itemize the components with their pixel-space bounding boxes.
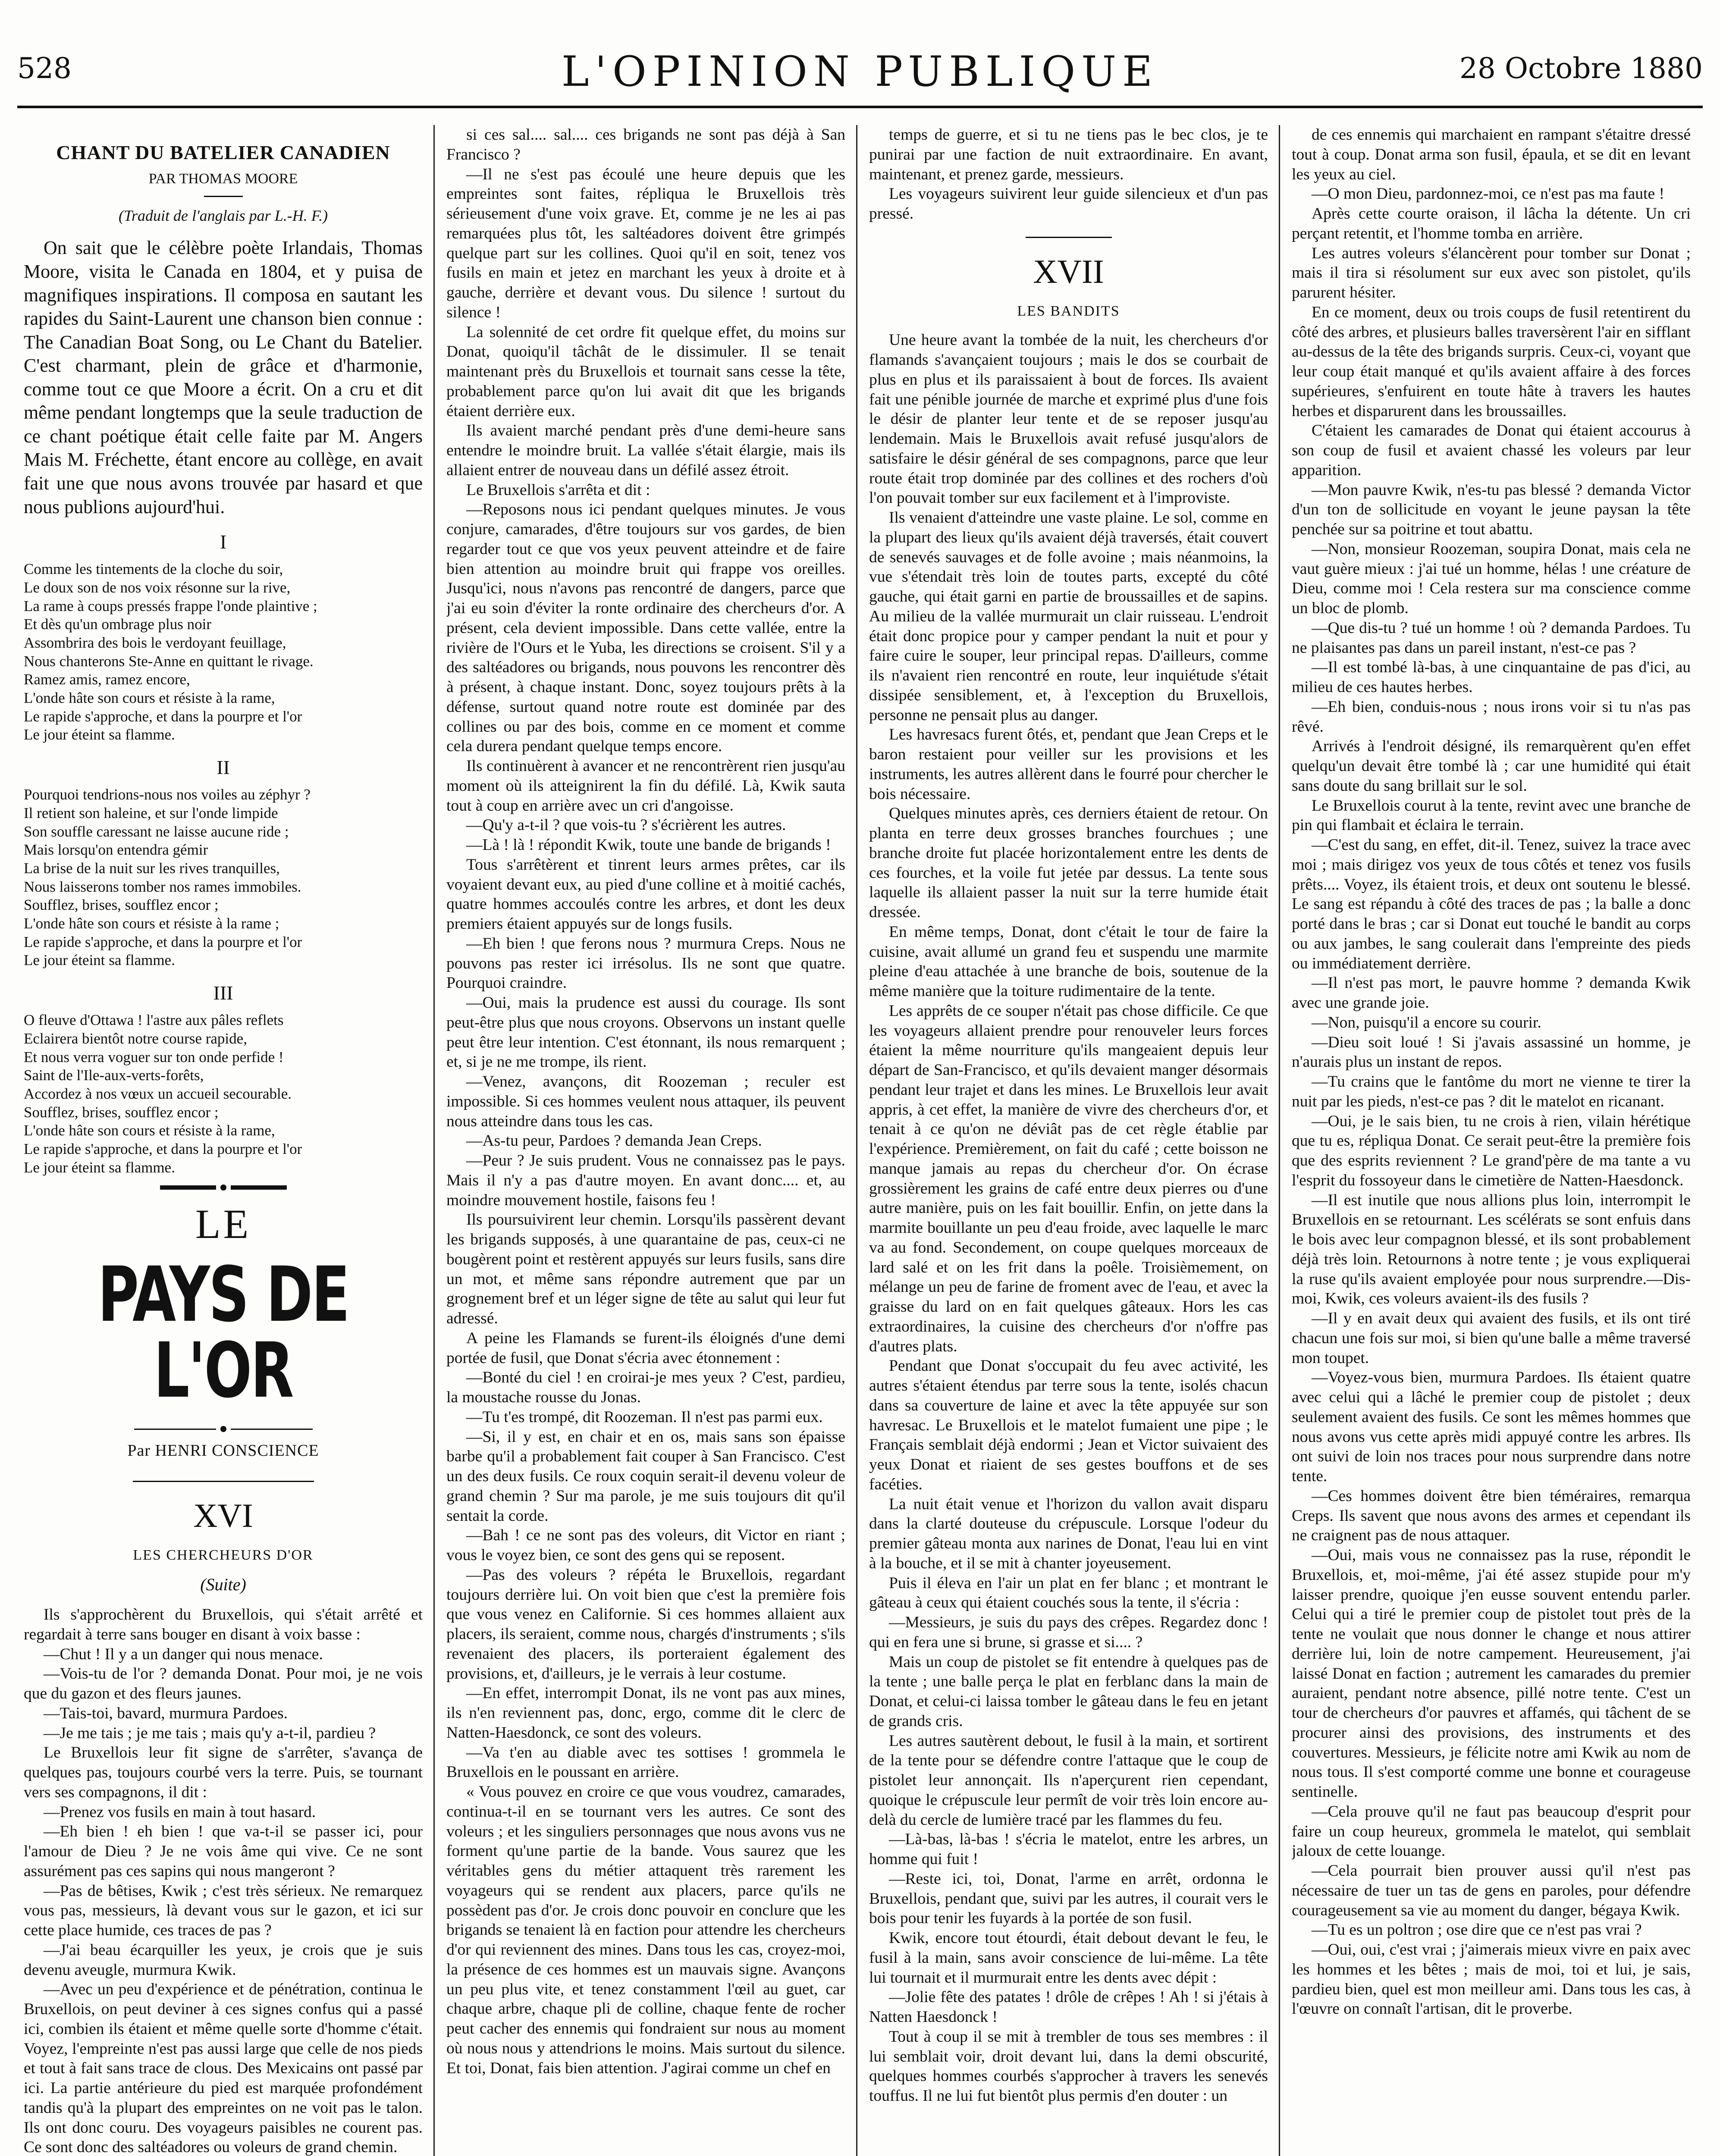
paragraph: —Tu es un poltron ; ose dire que ce n'est pas vrai ? (1312, 1921, 1642, 1939)
paragraph: —Là-bas, là-bas ! s'écria le matelot, entre les arbres, un homme qui fuit ! (869, 1830, 1268, 1868)
paragraph: —Vois-tu de l'or ? demanda Donat. Pour moi, je ne vois que du gazon et des fleurs jaunes. (24, 1665, 423, 1703)
paragraph: Les autres voleurs s'élancèrent pour tomber sur Donat ; mais il tira si résolument sur eux avec son pistolet, qu'ils parurent hésiter. (1292, 244, 1691, 301)
section-rule (1026, 237, 1112, 238)
paragraph: —Oui, mais vous ne connaissez pas la ruse, répondit le Bruxellois, et, moi-même, j'ai été assez stupide pour m'y laisser prendre, quoique j'en eusse souvent entendu parler. Celui qui a tiré le premier coup de pistolet tout près de la tente ne voulait que nous donner le change et nous attirer derrière lui, loin de notre campement. Heureusement, j'ai laissé Donat en faction ; autrement les camarades du premier auraient, pendant notre absence, pillé notre tente. C'est un tour de chercheurs d'or pauvres et affamés, qui tâchent de se procurer ainsi des provisions, des instruments et des couvertures. Messieurs, je félicite notre ami Kwik au nom de nous tous. Il s'est comporté comme une bonne et courageuse sentinelle. (1292, 1546, 1691, 1801)
paragraph: —Pas des voleurs ? répéta le Bruxellois, regardant toujours derrière lui. On voit bien que c'est la première fois que vous venez en Californie. Si ces hommes allaient aux placers, ils seraient, comme nous, chargés d'instruments ; s'ils revenaient des placers, ils porteraient également des provisions, et, d'ailleurs, je le verrais à leur costume. (446, 1566, 845, 1683)
paragraph: Ils poursuivirent leur chemin. Lorsqu'ils passèrent devant les brigands supposés, à une quarantaine de pas, ceux-ci ne bougèrent point et restèrent appuyés sur leurs fusils, sans dire un mot, et même sans répondre autrement que par un grognement bref et un léger signe de tête au salut qui leur fut adressé. (446, 1211, 845, 1327)
paragraph: —Ces hommes doivent être bien téméraires, remarqua Creps. Ils savent que nous avons des armes et cependant ils ne craignent pas de nous attaquer. (1292, 1487, 1691, 1545)
translation-credit: (Traduit de l'anglais par L.-H. F.) (118, 207, 328, 224)
paragraph: —Il est inutile que nous allions plus loin, interrompit le Bruxellois en se retournant. Les scélérats se sont enfuis dans le bois avec leur compagnon blessé, et ils sont probablement déjà très loin. Retournons à notre tente ; je vous expliquerai la ruse qu'ils avaient employée pour nous surprendre.—Dis-moi, Kwik, ces voleurs avaient-ils des fusils ? (1292, 1191, 1691, 1308)
song-author: PAR THOMAS MOORE (148, 171, 298, 187)
chapter-title: LES CHERCHEURS D'OR (133, 1547, 314, 1563)
paragraph: Après cette courte oraison, il lâcha la détente. Un cri perçant retentit, et l'homme tomba en arrière. (1292, 205, 1691, 242)
paragraph: —Je me tais ; je me tais ; mais qu'y a-t-il, pardieu ? (44, 1724, 376, 1742)
paragraph: Les apprêts de ce souper n'était pas chose difficile. Ce que les voyageurs allaient prendre pour renouveler leurs forces étaient la même nourriture qu'ils mangeaient depuis leur départ de San-Francisco, et qu'ils devaient manger désormais pendant leur trajet et dans les mines. Le Bruxellois leur avait appris, à cet effet, la manière de vivre des chercheurs d'or, et tenait à ce qu'on ne déviât pas de cet règle établie par l'expérience. Premièrement, on fait du café ; cette boisson ne manque jamais au repas du chercheur d'or. On écrase grossièrement les grains de café entre deux pierres ou d'une autre manière, puis on les fait bouillir. Enfin, on jette dans la marmite bouillante un peu d'eau froide, avec laquelle le marc va au fond. Secondement, on coupe quelques morceaux de lard salé et on les frit dans la poêle. Troisièmement, on mélange un peu de farine de froment avec de l'eau, et avec la graisse du lard on en fait quelques gâteaux. Hors les cas extraordinaires, la cuisine des chercheurs d'or n'offre pas d'autres plats. (869, 1002, 1268, 1355)
paragraph: —Non, puisqu'il a encore su courir. (1312, 1013, 1541, 1031)
suite-label: (Suite) (200, 1575, 246, 1595)
paragraph: —Non, monsieur Roozeman, soupira Donat, mais cela ne vaut guère mieux : j'ai tué un homme, hélas ! une créature de Dieu, comme moi ! Cela restera sur ma conscience comme un bloc de plomb. (1292, 540, 1691, 617)
paragraph: —Il ne s'est pas écoulé une heure depuis que les empreintes sont faites, répliqua le Bruxellois très sérieusement d'une voix grave. Et, comme je ne les ai pas remarquées plus tôt, les saltéadores doivent être grimpés quelque part sur les collines. Quoi qu'il en soit, tenez vos fusils en main et jetez en marchant les yeux à droite et à gauche, derrière et devant vous. Du silence ! surtout du silence ! (446, 165, 845, 321)
paragraph: Le Bruxellois s'arrêta et dit : (466, 481, 650, 499)
paragraph: —Venez, avançons, dit Roozeman ; reculer est impossible. Si ces hommes veulent nous attaquer, ils peuvent nous atteindre dans tous les cas. (446, 1073, 845, 1130)
paragraph: —Chut ! Il y a un danger qui nous menace. (44, 1645, 323, 1663)
paragraph: Arrivés à l'endroit désigné, ils remarquèrent qu'en effet quelqu'un devait être tombé là ; car une humidité qui était sans doute du sang brillait sur le sol. (1292, 737, 1691, 795)
paragraph: La solennité de cet ordre fit quelque effet, du moins sur Donat, quoiqu'il tâchât de le dissimuler. Il se tenait maintenant près du Bruxellois et tournait sans cesse la tête, probablement parce qu'on lui avait dit que les brigands étaient derrière eux. (446, 323, 845, 420)
paragraph: —Eh bien ! que ferons nous ? murmura Creps. Nous ne pouvons pas rester ici irrésolus. Ils ne sont que quatre. Pourquoi craindre. (446, 934, 845, 992)
page-header (17, 47, 1703, 99)
column-1-text (24, 1605, 423, 2156)
paragraph: « Vous pouvez en croire ce que vous voudrez, camarades, continua-t-il en se tournant vers les autres. Ce sont des voleurs ; et les singuliers personnages que nous avons vus ne forment qu'une partie de la bande. Vous saurez que les véritables gens du métier attaquent très rarement les voyageurs qui se rendent aux placers, parce qu'ils ne possèdent pas d'or. Je crois donc pouvoir en conclure que les brigands se tenaient là en faction pour attendre les chercheurs d'or qui reviennent des mines. Dans tous les cas, croyez-moi, la présence de ces hommes est un mauvais signe. Avançons un peu plus vite, et tenez constamment l'œil au guet, car chaque arbre, chaque pli de colline, chaque fente de rocher peut cacher des ennemis qui fondraient sur nous au moment où nous nous y attendrions le moins. Mais surtout du silence. Et toi, Donat, fais bien attention. J'agirai comme un chef en (446, 1783, 845, 2077)
paragraph: Ils continuèrent à avancer et ne rencontrèrent rien jusqu'au moment où ils atteignirent la fin du défilé. Là, Kwik sauta tout à coup en arrière avec un cri d'angoisse. (446, 757, 845, 815)
paragraph: —Pas de bêtises, Kwik ; c'est très sérieux. Ne remarquez vous pas, messieurs, là devant vous sur le gazon, et ici sur cette place humide, ces traces de pas ? (24, 1882, 423, 1940)
paragraph: Quelques minutes après, ces derniers étaient de retour. On planta en terre deux grosses branches fourchues ; une branche droite fut placée horizontalement entre les dents de ces fourches, et la voile fut jetée par dessus. La tente sous laquelle ils allaient passer la nuit sur la terre humide était dressée. (869, 805, 1268, 921)
paragraph: —Reste ici, toi, Donat, l'arme en arrêt, ordonna le Bruxellois, pendant que, suivi par les autres, il courait vers le bois pour tenir les fuyards à la portée de son fusil. (869, 1870, 1268, 1927)
paragraph: de ces ennemis qui marchaient en rampant s'étaitre dressé tout à coup. Donat arma son fusil, épaula, et se dit en levant les yeux au ciel. (1292, 126, 1691, 183)
stanza-number: II (217, 756, 230, 779)
column-3 (869, 125, 1268, 2156)
paragraph: Puis il éleva en l'air un plat en fer blanc ; et montrant le gâteau à ceux qui étaient couchés sous la tente, il s'écria : (869, 1574, 1268, 1612)
paragraph: —C'est du sang, en effet, dit-il. Tenez, suivez la trace avec moi ; mais dirigez vos yeux de tous côtés et tenez vos fusils prêts.... Voyez, ils étaient trois, et deux ont soutenu le blessé. Le sang est répandu à côté des traces de pas ; la balle a donc porté dans le bras ; car si Donat eut touché le bandit au corps ou aux jambes, le sang coulerait dans l'empreinte des pieds ou immédiatement derrière. (1292, 836, 1691, 972)
chapter-number: XVII (1033, 252, 1104, 290)
paragraph: —Tais-toi, bavard, murmura Pardoes. (44, 1704, 288, 1722)
column-divider (433, 125, 435, 2156)
paragraph: —As-tu peur, Pardoes ? demanda Jean Creps. (466, 1132, 762, 1150)
paragraph: —Eh bien ! eh bien ! que va-t-il se passer ici, pour l'amour de Dieu ? Je ne vois âme qui vive. Ce ne sont assurément pas ces sapins qui nous mangeront ? (24, 1823, 423, 1880)
feuilleton-author: Par HENRI CONSCIENCE (127, 1442, 319, 1460)
paragraph: —Si, il y est, en chair et en os, mais sans son épaisse barbe qu'il a probablement fait couper à San Francisco. C'est un des deux fusils. Ce roux coquin serait-il devenu voleur de grand chemin ? Sur ma parole, je me suis toujours dit qu'il sentait la corde. (446, 1428, 845, 1525)
paragraph: —Jolie fête des patates ! drôle de crêpes ! Ah ! si j'étais à Natten Haesdonck ! (869, 1988, 1268, 2026)
paragraph: —Mon pauvre Kwik, n'es-tu pas blessé ? demanda Victor d'un ton de sollicitude en voyant le jeune paysan la tête penchée sur sa poitrine et tout abattu. (1292, 481, 1691, 538)
paragraph: A peine les Flamands se furent-ils éloignés d'une demi portée de fusil, que Donat s'écria avec étonnement : (446, 1329, 845, 1367)
paragraph: Kwik, encore tout étourdi, était debout devant le feu, le fusil à la main, sans avoir conscience de lui-même. La tête lui tournait et il murmurait entre les dents avec dépit : (869, 1929, 1268, 1987)
song-title: CHANT DU BATELIER CANADIEN (56, 141, 390, 163)
stanza-number: I (220, 531, 227, 553)
paragraph: —Oui, oui, c'est vrai ; j'aimerais mieux vivre en paix avec les hommes et les bêtes ; mais de moi, toi et lui, je sais, pardieu bien, quel est mon meilleur ami. Dans tous les cas, à l'œuvre on connaît l'artisan, dit le proverbe. (1292, 1941, 1691, 2018)
paragraph: —Tu t'es trompé, dit Roozeman. Il n'est pas parmi eux. (466, 1408, 823, 1426)
chapter-number: XVI (193, 1496, 253, 1534)
paragraph: —En effet, interrompit Donat, ils ne vont pas aux mines, ils n'en reviennent pas, donc, ergo, comme dit le clerc de Natten-Haesdonck, ce sont des voleurs. (446, 1684, 845, 1742)
short-divider (204, 196, 243, 197)
paragraph: si ces sal.... sal.... ces brigands ne sont pas déjà à San Francisco ? (446, 126, 845, 163)
paragraph: Pendant que Donat s'occupait du feu avec activité, les autres s'étaient étendus par terre sous la tente, isolés chacun dans sa couverture de laine et avec la tête appuyée sur son havresac. Le Bruxellois et le matelot fumaient une pipe ; le Français semblait déjà endormi ; Jean et Victor suivaient des yeux Donat et riaient de ses gestes bouffons et de ses facéties. (869, 1357, 1268, 1493)
paragraph: —Il n'est pas mort, le pauvre homme ? demanda Kwik avec une grande joie. (1292, 974, 1691, 1012)
paragraph: —Cela pourrait bien prouver aussi qu'il n'est pas nécessaire de tuer un tas de gens en paroles, pour défendre courageusement sa vie au moment du danger, bégaya Kwik. (1292, 1862, 1691, 1919)
paragraph: —Peur ? Je suis prudent. Vous ne connaissez pas le pays. Mais il n'y a pas d'autre moyen. En avant donc.... et, au moindre mouvement hostile, faisons feu ! (446, 1152, 845, 1209)
page-number: 528 (17, 52, 72, 85)
paragraph: Les autres sautèrent debout, le fusil à la main, et sortirent de la tente pour se défendre contre l'attaque que le coup de pistolet leur annonçait. Ils n'aperçurent rien cependant, quoique le crépuscule leur permît de voir très loin encore au-delà du cercle de lumière tracé par les flammes du feu. (869, 1732, 1268, 1829)
paragraph: —Bah ! ce ne sont pas des voleurs, dit Victor en riant ; vous le voyez bien, ce sont des gens qui se reposent. (446, 1526, 845, 1564)
paragraph: En même temps, Donat, dont c'était le tour de faire la cuisine, avait allumé un grand feu et suspendu une marmite pleine d'eau attachée à une branche de bois, soutenue de la même manière que la toiture rudimentaire de la tente. (869, 923, 1268, 1000)
ornament-divider (24, 1185, 423, 1191)
column-1 (24, 125, 423, 2156)
paragraph: —Reposons nous ici pendant quelques minutes. Je vous conjure, camarades, d'être toujours sur vos gardes, de bien regarder tout ce que vos yeux peuvent atteindre et de faire bien attention au moindre bruit qui frappe vos oreilles. Jusqu'ici, nous n'avons pas rencontré de dangers, parce que j'ai eu soin d'éviter la ronte ordinaire des chercheurs d'or. A présent, cela devient impossible. Dans cette vallée, entre la rivière de l'Ours et le Yuba, les directions se croisent. S'il y a des saltéadores ou brigands, nous pouvons les rencontrer dès à présent, à chaque instant. Donc, soyez toujours prêts à la défense, surtout quand notre route est dominée par des collines ou par des bois, comme en ce moment et comme cela durera pendant quelque temps encore. (446, 501, 845, 755)
paragraph: —Va t'en au diable avec tes sottises ! grommela le Bruxellois en le poussant en arrière. (446, 1743, 845, 1781)
paragraph: Ils avaient marché pendant près d'une demi-heure sans entendre le moindre bruit. La vallée s'était élargie, mais ils allaient entrer de nouveau dans un défilé assez étroit. (446, 422, 845, 479)
paragraph: Le Bruxellois leur fit signe de s'arrêter, s'avança de quelques pas, toujours courbé vers la terre. Puis, se tournant vers ses compagnons, il dit : (24, 1744, 423, 1801)
paragraph: —Qu'y a-t-il ? que vois-tu ? s'écrièrent les autres. (466, 816, 786, 834)
stanza-number: III (213, 982, 233, 1004)
paragraph: —Prenez vos fusils en main à tout hasard. (44, 1803, 316, 1821)
paragraph: Tous s'arrêtèrent et tinrent leurs armes prêtes, car ils voyaient devant eux, au pied d'une colline et à moitié cachés, quatre hommes accoulés contre les arbres, et dont les deux premiers étaient appuyés sur de longs fusils. (446, 856, 845, 933)
intro-paragraph: On sait que le célèbre poète Irlandais, Thomas Moore, visita le Canada en 1804, et y puisa de magnifiques inspirations. Il composa en sautant les rapides du Saint-Laurent une chanson bien connue : The Canadian Boat Song, ou Le Chant du Batelier. C'est charmant, plein de grâce et d'harmonie, comme tout ce que Moore a écrit. On a cru et dit même pendant longtemps que la seule traduction de ce chant poétique était celle faite par M. Angers Mais M. Fréchette, étant encore au collège, en avait fait une que nous avons trouvée par hasard et que nous publions aujourd'hui. (24, 237, 423, 517)
column-4 (1292, 125, 1691, 2156)
column-divider (856, 125, 857, 2156)
feuilleton-le: LE (195, 1201, 251, 1247)
paragraph: Tout à coup il se mit à trembler de tous ses membres : il lui semblait voir, droit devant lui, dans la demi obscurité, quelques hommes courbés s'approcher à travers les senevés touffus. Il ne lui fut bientôt plus permis d'en douter : un (869, 2028, 1268, 2105)
feuilleton-title: PAYS DE L'OR (97, 1250, 349, 1415)
issue-date: 28 Octobre 1880 (1459, 52, 1703, 85)
paragraph: —Là ! là ! répondit Kwik, toute une bande de brigands ! (466, 836, 831, 854)
paragraph: —Voyez-vous bien, murmura Pardoes. Ils étaient quatre avec celui qui a lâché le premier coup de pistolet ; deux seulement avaient des fusils. Ce sont les mêmes hommes que nous avons vus cette après midi appuyé contre les arbres. Ils ont suivi de loin nos traces pour nous surprendre dans notre tente. (1292, 1369, 1691, 1485)
paragraph: La nuit était venue et l'horizon du vallon avait disparu dans la clarté douteuse du crépuscule. Lorsque l'odeur du premier gâteau monta aux narines de Donat, l'eau lui en vint à la bouche, et il se mit à chanter joyeusement. (869, 1495, 1268, 1572)
masthead-title: L'OPINION PUBLIQUE (561, 47, 1159, 96)
paragraph: Ils s'approchèrent du Bruxellois, qui s'était arrêté et regardait à terre sans bouger en disant à voix basse : (24, 1606, 423, 1643)
stanza-1: Comme les tintements de la cloche du soir, Le doux son de nos voix résonne sur la rive, La rame à coups pressés frappe l'onde plaintive ; Et dès qu'un ombrage plus noir Assombrira des bois le verdoyant feuillage, Nous chanterons Ste-Anne en quittant le rivage. Ramez amis, ramez encore, L'onde hâte son cours et résiste à la rame, Le rapide s'approche, et dans la pourpre et l'or Le jour éteint sa flamme. (24, 561, 317, 743)
paragraph: Une heure avant la tombée de la nuit, les chercheurs d'or flamands s'avançaient toujours ; mais le dos se courbait de plus en plus et ils paraissaient à bout de forces. Ils avaient fait une pénible journée de marche et exprimé plus d'une fois le désir de planter leur tente et de se reposer jusqu'au lendemain. Mais le Bruxellois avait refusé jusqu'alors de satisfaire le désir général de ses compagnons, parce que leur route était trop dominée par des collines et des rochers d'où l'on pouvait tomber sur eux facilement et à l'improviste. (869, 331, 1268, 507)
chapter-title: LES BANDITS (1017, 303, 1120, 319)
column-divider (1279, 125, 1280, 2156)
paragraph: —Messieurs, je suis du pays des crêpes. Regardez donc ! qui en fera une si brune, si grasse et si.... ? (869, 1614, 1268, 1651)
paragraph: —Dieu soit loué ! Si j'avais assassiné un homme, je n'aurais plus un instant de repos. (1292, 1033, 1691, 1071)
paragraph: —Bonté du ciel ! en croirai-je mes yeux ? C'est, pardieu, la moustache rousse du Jonas. (446, 1369, 845, 1406)
paragraph: —Cela prouve qu'il ne faut pas beaucoup d'esprit pour faire un coup heureux, grommela le matelot, qui semblait jaloux de cette louange. (1292, 1802, 1691, 1860)
paragraph: —Avec un peu d'expérience et de pénétration, continua le Bruxellois, on peut deviner à ces signes confus qui a passé ici, combien ils étaient et même quelle sorte d'homme c'était. Voyez, l'empreinte n'est pas aussi large que celle de nos pieds et tout à fait sans trace de clous. Des Mexicains ont passé par ici. La partie antérieure du pied est marquée profondément tandis qu'à la plupart des empreintes on ne voit pas le talon. Ils ont donc couru. Des voyageurs paisibles ne courent pas. Ce sont donc des saltéadores ou voleurs de grand chemin. (24, 1981, 423, 2156)
stanza-3: O fleuve d'Ottawa ! l'astre aux pâles reflets Eclairera bientôt notre course rapide, Et nous verra voguer sur ton onde perfide ! Saint de l'Ile-aux-verts-forêts, Accordez à nos vœux un accueil secourable. Soufflez, brises, soufflez encor ; L'onde hâte son cours et résiste à la rame, Le rapide s'approche, et dans la pourpre et l'or Le jour éteint sa flamme. (24, 1012, 302, 1176)
paragraph: —Tu crains que le fantôme du mort ne vienne te tirer la nuit par les pieds, n'est-ce pas ? dit le matelot en ricanant. (1292, 1073, 1691, 1110)
paragraph: Les havresacs furent ôtés, et, pendant que Jean Creps et le baron restaient pour veiller sur les provisions et les instruments, les autres allèrent dans le fourré pour chercher le bois nécessaire. (869, 726, 1268, 803)
header-rule (17, 106, 1703, 108)
paragraph: —Oui, je le sais bien, tu ne crois à rien, vilain hérétique que tu es, répliqua Donat. Ce serait peut-être la première fois que des esprits reviennent ? Le grand'père de ma tante a vu l'esprit du fossoyeur dans le cimetière de Natten-Haesdonck. (1292, 1112, 1691, 1189)
ornament-divider (24, 1426, 423, 1432)
paragraph: —J'ai beau écarquiller les yeux, je crois que je suis devenu aveugle, murmura Kwik. (24, 1941, 423, 1979)
paragraph: Mais un coup de pistolet se fit entendre à quelques pas de la tente ; une balle perça le plat en ferblanc dans la main de Donat, et celui-ci laissa tomber le gâteau dans le feu en jetant de grands cris. (869, 1653, 1268, 1730)
paragraph: Le Bruxellois courut à la tente, revint avec une branche de pin qui flambait et éclaira le terrain. (1292, 796, 1691, 834)
paragraph: —Oui, mais la prudence est aussi du courage. Ils sont peut-être plus que nous croyons. Observons un instant quelle peut être leur intention. C'est étonnant, ils nous remarquent ; et, si je ne me trompe, ils rient. (446, 994, 845, 1071)
paragraph: C'étaient les camarades de Donat qui étaient accourus à son coup de fusil et avaient chassé les voleurs par leur apparition. (1292, 422, 1691, 479)
paragraph: En ce moment, deux ou trois coups de fusil retentirent du côté des arbres, et plusieurs balles traversèrent l'air en sifflant au-dessus de la tête des brigands surpris. Ceux-ci, voyant que leur coup était manqué et qu'ils avaient affaire à des forces supérieures, s'enfuirent en toute hâte à travers les hautes herbes et disparurent dans les broussailles. (1292, 303, 1691, 420)
paragraph: Ils venaient d'atteindre une vaste plaine. Le sol, comme en la plupart des lieux qu'ils avaient déjà traversés, était couvert de senevés sauvages et de folle avoine ; mais néanmoins, la vue s'étendait très loin de toutes parts, excepté du côté gauche, qui était garni en partie de broussailles et de sapins. Au milieu de la vallée murmurait un clair ruisseau. L'endroit était donc propice pour y camper pendant la nuit et pour y faire cuire le souper, leur principal repas. D'ailleurs, comme ils n'avaient rien rencontré en route, leur inquiétude s'était dissipée sensiblement, et, à l'exception du Bruxellois, personne ne pensait plus au danger. (869, 509, 1268, 724)
paragraph: Les voyageurs suivirent leur guide silencieux et d'un pas pressé. (869, 185, 1268, 222)
section-rule (133, 1481, 314, 1482)
paragraph: —Il y en avait deux qui avaient des fusils, et ils ont tiré chacun une fois sur moi, si bien qu'une balle a même traversé mon toupet. (1292, 1310, 1691, 1367)
paragraph: temps de guerre, et si tu ne tiens pas le bec clos, je te punirai par une faction de nuit extraordinaire. En avant, maintenant, et prenez garde, messieurs. (869, 126, 1268, 183)
column-2 (446, 125, 845, 2156)
stanza-2: Pourquoi tendrions-nous nos voiles au zéphyr ? Il retient son haleine, et sur l'onde limpide Son souffle caressant ne laisse aucune ride ; Mais lorsqu'on entendra gémir La brise de la nuit sur les rives tranquilles, Nous laisserons tomber nos rames immobiles. Soufflez, brises, soufflez encor ; L'onde hâte son cours et résiste à la rame ; Le rapide s'approche, et dans la pourpre et l'or Le jour éteint sa flamme. (24, 786, 311, 969)
paragraph: —Que dis-tu ? tué un homme ! où ? demanda Pardoes. Tu ne plaisantes pas dans un pareil instant, n'est-ce pas ? (1292, 619, 1691, 657)
paragraph: —O mon Dieu, pardonnez-moi, ce n'est pas ma faute ! (1312, 185, 1664, 203)
paragraph: —Il est tombé là-bas, à une cinquantaine de pas d'ici, au milieu de ces hautes herbes. (1292, 658, 1691, 696)
paragraph: —Eh bien, conduis-nous ; nous irons voir si tu n'as pas rêvé. (1292, 698, 1691, 736)
